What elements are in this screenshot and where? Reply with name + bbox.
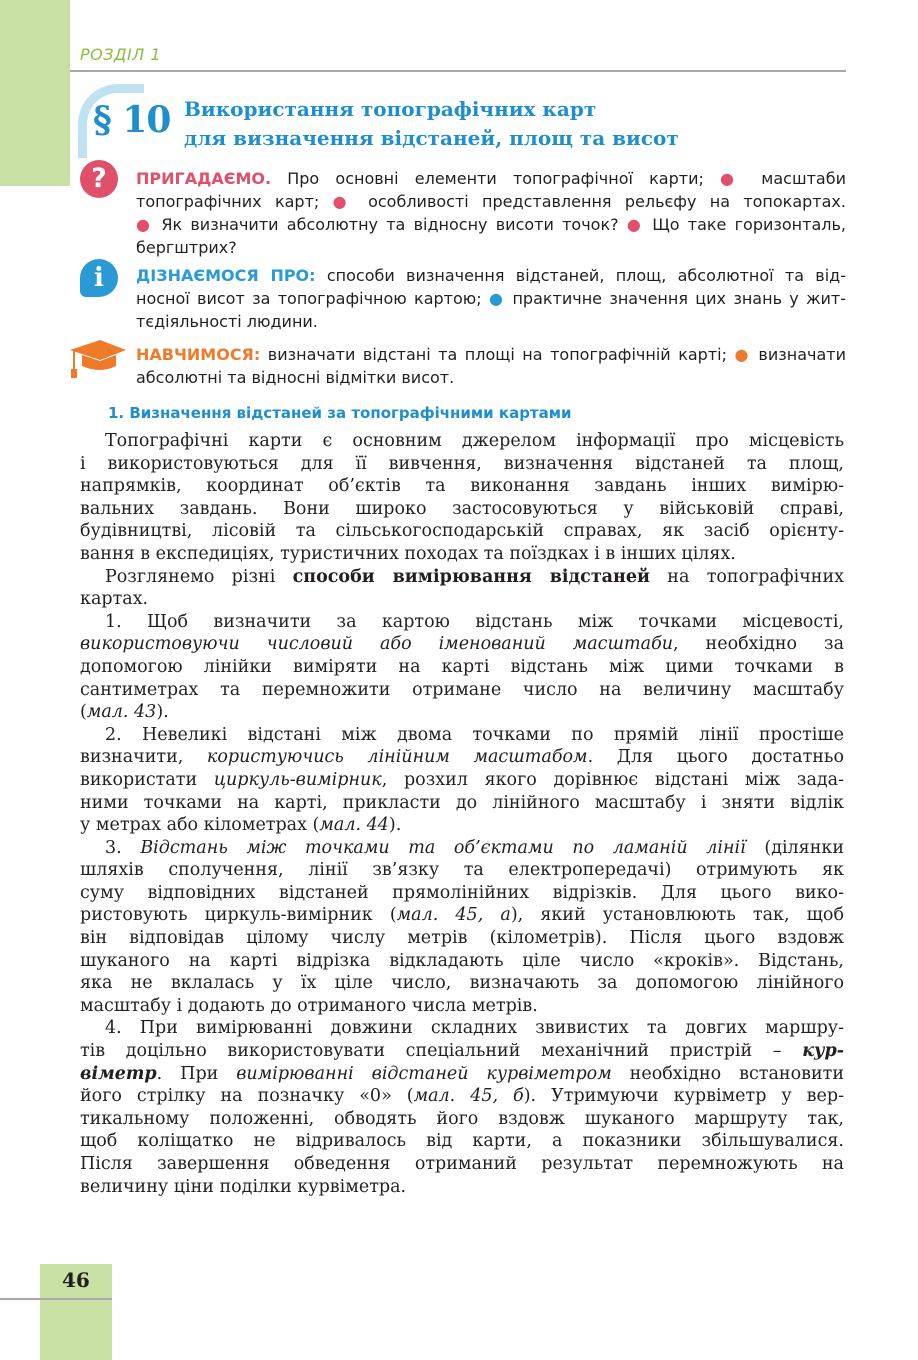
bullet-icon: ● [488,289,506,308]
section-label: РОЗДІЛ 1 [80,45,162,64]
bullet-icon: ● [720,169,746,188]
learn-text: практичне значення цих знань у жит- [505,289,846,308]
skills-text: абсолютні та відносні відмітки висот. [136,368,455,387]
skills-block [136,343,846,389]
text-line: Топографічні карти є основним джерелом інформації про місцевість [105,431,844,451]
text-line: використовуючи числовий або іменований масштаби, необхідно за [80,634,845,655]
text-line: Розглянемо різні способи вимірювання відстаней на топографічних [105,566,844,587]
text-line: ристовують циркуль-вимірник (мал. 45, а), який установлюють так, щоб [80,905,844,926]
text-line: щоб коліщатко не відривалось від карти, а показники збільшувалися. [80,1131,844,1152]
question-icon: ? [80,160,118,198]
subsection-heading: 1. Визначення відстаней за топографічними картами [108,404,572,422]
footer-rule [0,1298,112,1300]
text-line: вання в експедиціях, туристичних походах та поїздках і в інших цілях. [80,543,736,564]
text-line: яка не вклалась у їх ціле число, визначають за допомогою лінійного [80,973,844,994]
text-line: його стрілку на позначку «0» (мал. 45, б). Утримуючи курвіметр у вер- [80,1086,844,1107]
info-icon: i [80,259,118,297]
recall-text: Як визначити абсолютну та відносну висоти точок? [153,215,627,234]
bullet-icon: ● [626,215,644,234]
text-line: ними точками на карті, прикласти до лінійного масштабу і зняти відлік [80,792,844,813]
text-line: напрямків, координат об’єктів та виконання завдань інших вимірю- [80,476,844,497]
recall-label: ПРИГАДАЄМО. [136,169,272,188]
page-number: 46 [62,1268,90,1292]
paragraph-number: § 10 [93,99,171,141]
recall-text: масштаби [745,169,846,188]
text-line: 4. При вимірюванні довжини складних звивистих та довгих маршру- [105,1018,844,1039]
learn-text: способи визначення відстаней, площ, абсолютної та від- [315,266,847,285]
text-line: 1. Щоб визначити за картою відстань між точками місцевості, [105,611,844,632]
recall-text: Про основні елементи топографічної карти; [271,169,721,188]
text-line: величину ціни поділки курвіметра. [80,1176,407,1197]
recall-text: особливості представлення рельєфу на топокартах. [354,192,846,211]
recall-block [136,167,846,259]
header-rule [70,70,846,72]
bullet-icon: ● [734,345,751,364]
recall-text: Що таке горизонталь, [644,215,847,234]
text-line: Після завершення обведення отриманий результат перемножують на [80,1154,844,1174]
text-line: сантиметрах та перемножити отримане число на величину масштабу [80,679,844,700]
text-line: масштабу і додають до отриманого числа метрів. [80,995,538,1016]
text-line: визначити, користуючись лінійним масштабом. Для цього достатньо [80,747,844,768]
text-line: 3. Відстань між точками та об’єктами по ламаній лінії (ділянки [105,837,844,858]
page-title [184,95,679,153]
recall-text: топографічних карт; [136,192,333,211]
recall-text: бергштрих? [136,238,237,257]
text-line: тів доцільно використовувати спеціальний механічний пристрій – кур- [80,1041,844,1062]
text-line: у метрах або кілометрах (мал. 44). [80,815,402,836]
bullet-icon: ● [332,192,355,211]
learn-label: ДІЗНАЄМОСЯ ПРО: [136,266,316,285]
learn-block [136,264,846,333]
title-line-1: Використання топографічних карт [184,97,597,121]
text-line: 2. Невеликі відстані між двома точками по прямій лінії простіше [105,724,844,745]
skills-label: НАВЧИМОСЯ: [136,345,261,364]
main-text [80,430,844,1198]
text-line: шуканого на карті відрізка відкладають ціле число «кроків». Відстань, [80,950,844,971]
text-line: (мал. 43). [80,702,169,723]
text-line: використати циркуль-вимірник, розхил якого дорівнює відстані між зада- [80,769,845,790]
text-line: він відповідав цілому числу метрів (кілометрів). Після цього вздовж [80,928,844,949]
bullet-icon: ● [136,215,154,234]
graduation-cap-icon [64,336,130,380]
title-line-2: для визначення відстаней, площ та висот [184,126,679,150]
text-line: і використовуються для її вивчення, визначення відстаней та площ, [80,453,844,474]
text-line: віметр. При вимірюванні відстаней курвіметром необхідно встановити [80,1063,844,1084]
learn-text: носної висот за топографічною картою; [136,289,489,308]
text-line: шляхів сполучення, лінії зв’язку та електропередачі) отримують як [80,860,844,881]
skills-text: визначати відстані та площі на топографічній карті; [260,345,735,364]
text-line: картах. [80,589,149,610]
skills-text: визначати [750,345,846,364]
text-line: тикальному положенні, обводять його вздовж шуканого маршруту так, [80,1108,844,1129]
text-line: вальних завдань. Вони широко застосовуються у військовій справі, [80,498,844,519]
chapter-tab-top [0,0,70,186]
text-line: допомогою лінійки виміряти на карті відстань між цими точками в [80,656,844,677]
learn-text: тєдіяльності людини. [136,312,318,331]
text-line: суму відповідних відстаней прямолінійних відрізків. Для цього вико- [80,882,844,903]
text-line: будівництві, лісовій та сільськогосподарській справах, як засіб орієнту- [80,521,844,542]
